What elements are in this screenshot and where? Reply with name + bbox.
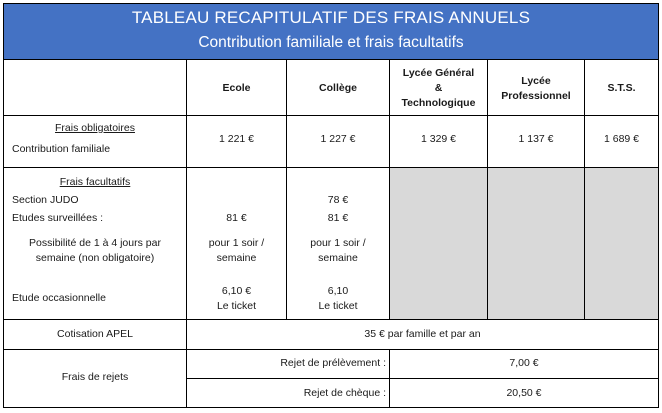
facultatifs-heading: Frais facultatifs: [59, 176, 131, 188]
col-header-sts: S.T.S.: [607, 82, 636, 94]
col-divider: [186, 59, 187, 407]
occasionnelle-ecole: 6,10 € Le ticket: [216, 285, 257, 312]
per-soir-ecole: pour 1 soir / semaine: [208, 237, 265, 264]
col-header-ecole: Ecole: [222, 82, 251, 94]
na-cell-lycee-general: [390, 168, 487, 319]
col-divider: [286, 59, 287, 319]
occasionnelle-label: Etude occasionnelle: [12, 292, 106, 304]
etudes-ecole: 81 €: [226, 212, 247, 224]
possibilite-note: Possibilité de 1 à 4 jours par semaine (non obligatoire): [29, 237, 161, 264]
contribution-college: 1 227 €: [320, 133, 356, 145]
etudes-label: Etudes surveillées :: [12, 212, 104, 224]
obligatoires-heading: Frais obligatoires: [55, 122, 135, 134]
row-divider: [4, 349, 658, 350]
col-header-college: Collège: [319, 82, 357, 94]
table-subtitle: Contribution familiale et frais facultatifs: [198, 34, 464, 51]
prelevement-value: 7,00 €: [509, 357, 539, 369]
contribution-lycee-general: 1 329 €: [420, 133, 457, 145]
na-cell-lycee-pro: [488, 168, 584, 319]
judo-college: 78 €: [327, 194, 349, 206]
row-divider: [4, 115, 658, 116]
contribution-ecole: 1 221 €: [218, 133, 255, 145]
cheque-value: 20,50 €: [506, 387, 542, 399]
row-divider: [4, 319, 658, 320]
cheque-label: Rejet de chèque :: [303, 387, 386, 399]
row-divider: [4, 167, 658, 168]
per-soir-college: pour 1 soir / semaine: [310, 237, 366, 264]
table-title: TABLEAU RECAPITULATIF DES FRAIS ANNUELS: [131, 8, 531, 27]
rejets-label: Frais de rejets: [61, 371, 129, 383]
contribution-lycee-pro: 1 137 €: [518, 133, 554, 145]
prelevement-label: Rejet de prélèvement :: [280, 357, 386, 369]
contribution-label: Contribution familiale: [12, 143, 111, 155]
etudes-college: 81 €: [327, 212, 349, 224]
apel-label: Cotisation APEL: [57, 328, 133, 340]
occasionnelle-college: 6,10 Le ticket: [318, 285, 358, 312]
title-banner: [4, 4, 658, 60]
contribution-sts: 1 689 €: [603, 133, 640, 145]
na-cell-sts: [585, 168, 658, 319]
col-header-lycee-general: Lycée Général & Technologique: [401, 67, 476, 109]
judo-label: Section JUDO: [12, 194, 79, 206]
col-divider: [584, 59, 585, 319]
col-header-lycee-pro: Lycée Professionnel: [501, 75, 571, 102]
row-divider: [186, 378, 658, 379]
apel-value: 35 € par famille et par an: [364, 328, 481, 340]
fees-table: [3, 3, 659, 408]
